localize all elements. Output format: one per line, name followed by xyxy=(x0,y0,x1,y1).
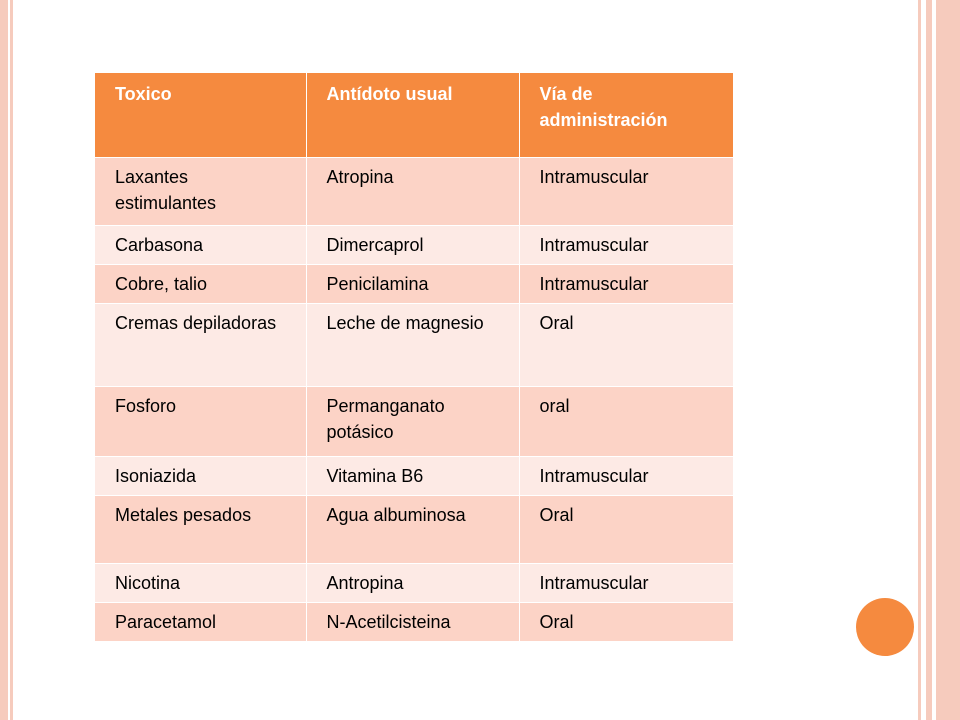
left-frame-inner-band xyxy=(10,0,13,720)
cell-via: oral xyxy=(519,387,733,457)
cell-toxico: Nicotina xyxy=(95,564,306,603)
right-frame-band xyxy=(936,0,960,720)
cell-antidoto: Antropina xyxy=(306,564,519,603)
cell-via: Oral xyxy=(519,496,733,564)
table-row xyxy=(95,226,733,265)
decorative-orange-circle xyxy=(856,598,914,656)
table-row xyxy=(95,304,733,387)
table-row xyxy=(95,387,733,457)
cell-via: Intramuscular xyxy=(519,564,733,603)
cell-toxico: Paracetamol xyxy=(95,603,306,642)
cell-via: Intramuscular xyxy=(519,265,733,304)
table-row xyxy=(95,603,733,642)
cell-via: Intramuscular xyxy=(519,457,733,496)
cell-via: Oral xyxy=(519,603,733,642)
table-row xyxy=(95,158,733,226)
table-header-row xyxy=(95,73,733,158)
table-row xyxy=(95,457,733,496)
cell-antidoto: Agua albuminosa xyxy=(306,496,519,564)
table-row xyxy=(95,564,733,603)
cell-toxico: Carbasona xyxy=(95,226,306,265)
cell-via: Intramuscular xyxy=(519,226,733,265)
header-toxico: Toxico xyxy=(95,73,306,158)
cell-toxico: Metales pesados xyxy=(95,496,306,564)
cell-toxico: Fosforo xyxy=(95,387,306,457)
cell-antidoto: Permanganato potásico xyxy=(306,387,519,457)
right-frame-stripe-1 xyxy=(918,0,921,720)
cell-antidoto: Vitamina B6 xyxy=(306,457,519,496)
right-frame-stripe-2 xyxy=(926,0,932,720)
cell-antidoto: N-Acetilcisteina xyxy=(306,603,519,642)
table-row xyxy=(95,496,733,564)
cell-via: Oral xyxy=(519,304,733,387)
cell-antidoto: Leche de magnesio xyxy=(306,304,519,387)
cell-toxico: Isoniazida xyxy=(95,457,306,496)
cell-antidoto: Penicilamina xyxy=(306,265,519,304)
left-frame-band xyxy=(0,0,8,720)
header-via: Vía de administración xyxy=(519,73,733,158)
cell-antidoto: Dimercaprol xyxy=(306,226,519,265)
header-antidoto: Antídoto usual xyxy=(306,73,519,158)
cell-toxico: Laxantes estimulantes xyxy=(95,158,306,226)
cell-toxico: Cremas depiladoras xyxy=(95,304,306,387)
cell-antidoto: Atropina xyxy=(306,158,519,226)
cell-via: Intramuscular xyxy=(519,158,733,226)
table-row xyxy=(95,265,733,304)
antidote-table xyxy=(95,72,733,641)
cell-toxico: Cobre, talio xyxy=(95,265,306,304)
